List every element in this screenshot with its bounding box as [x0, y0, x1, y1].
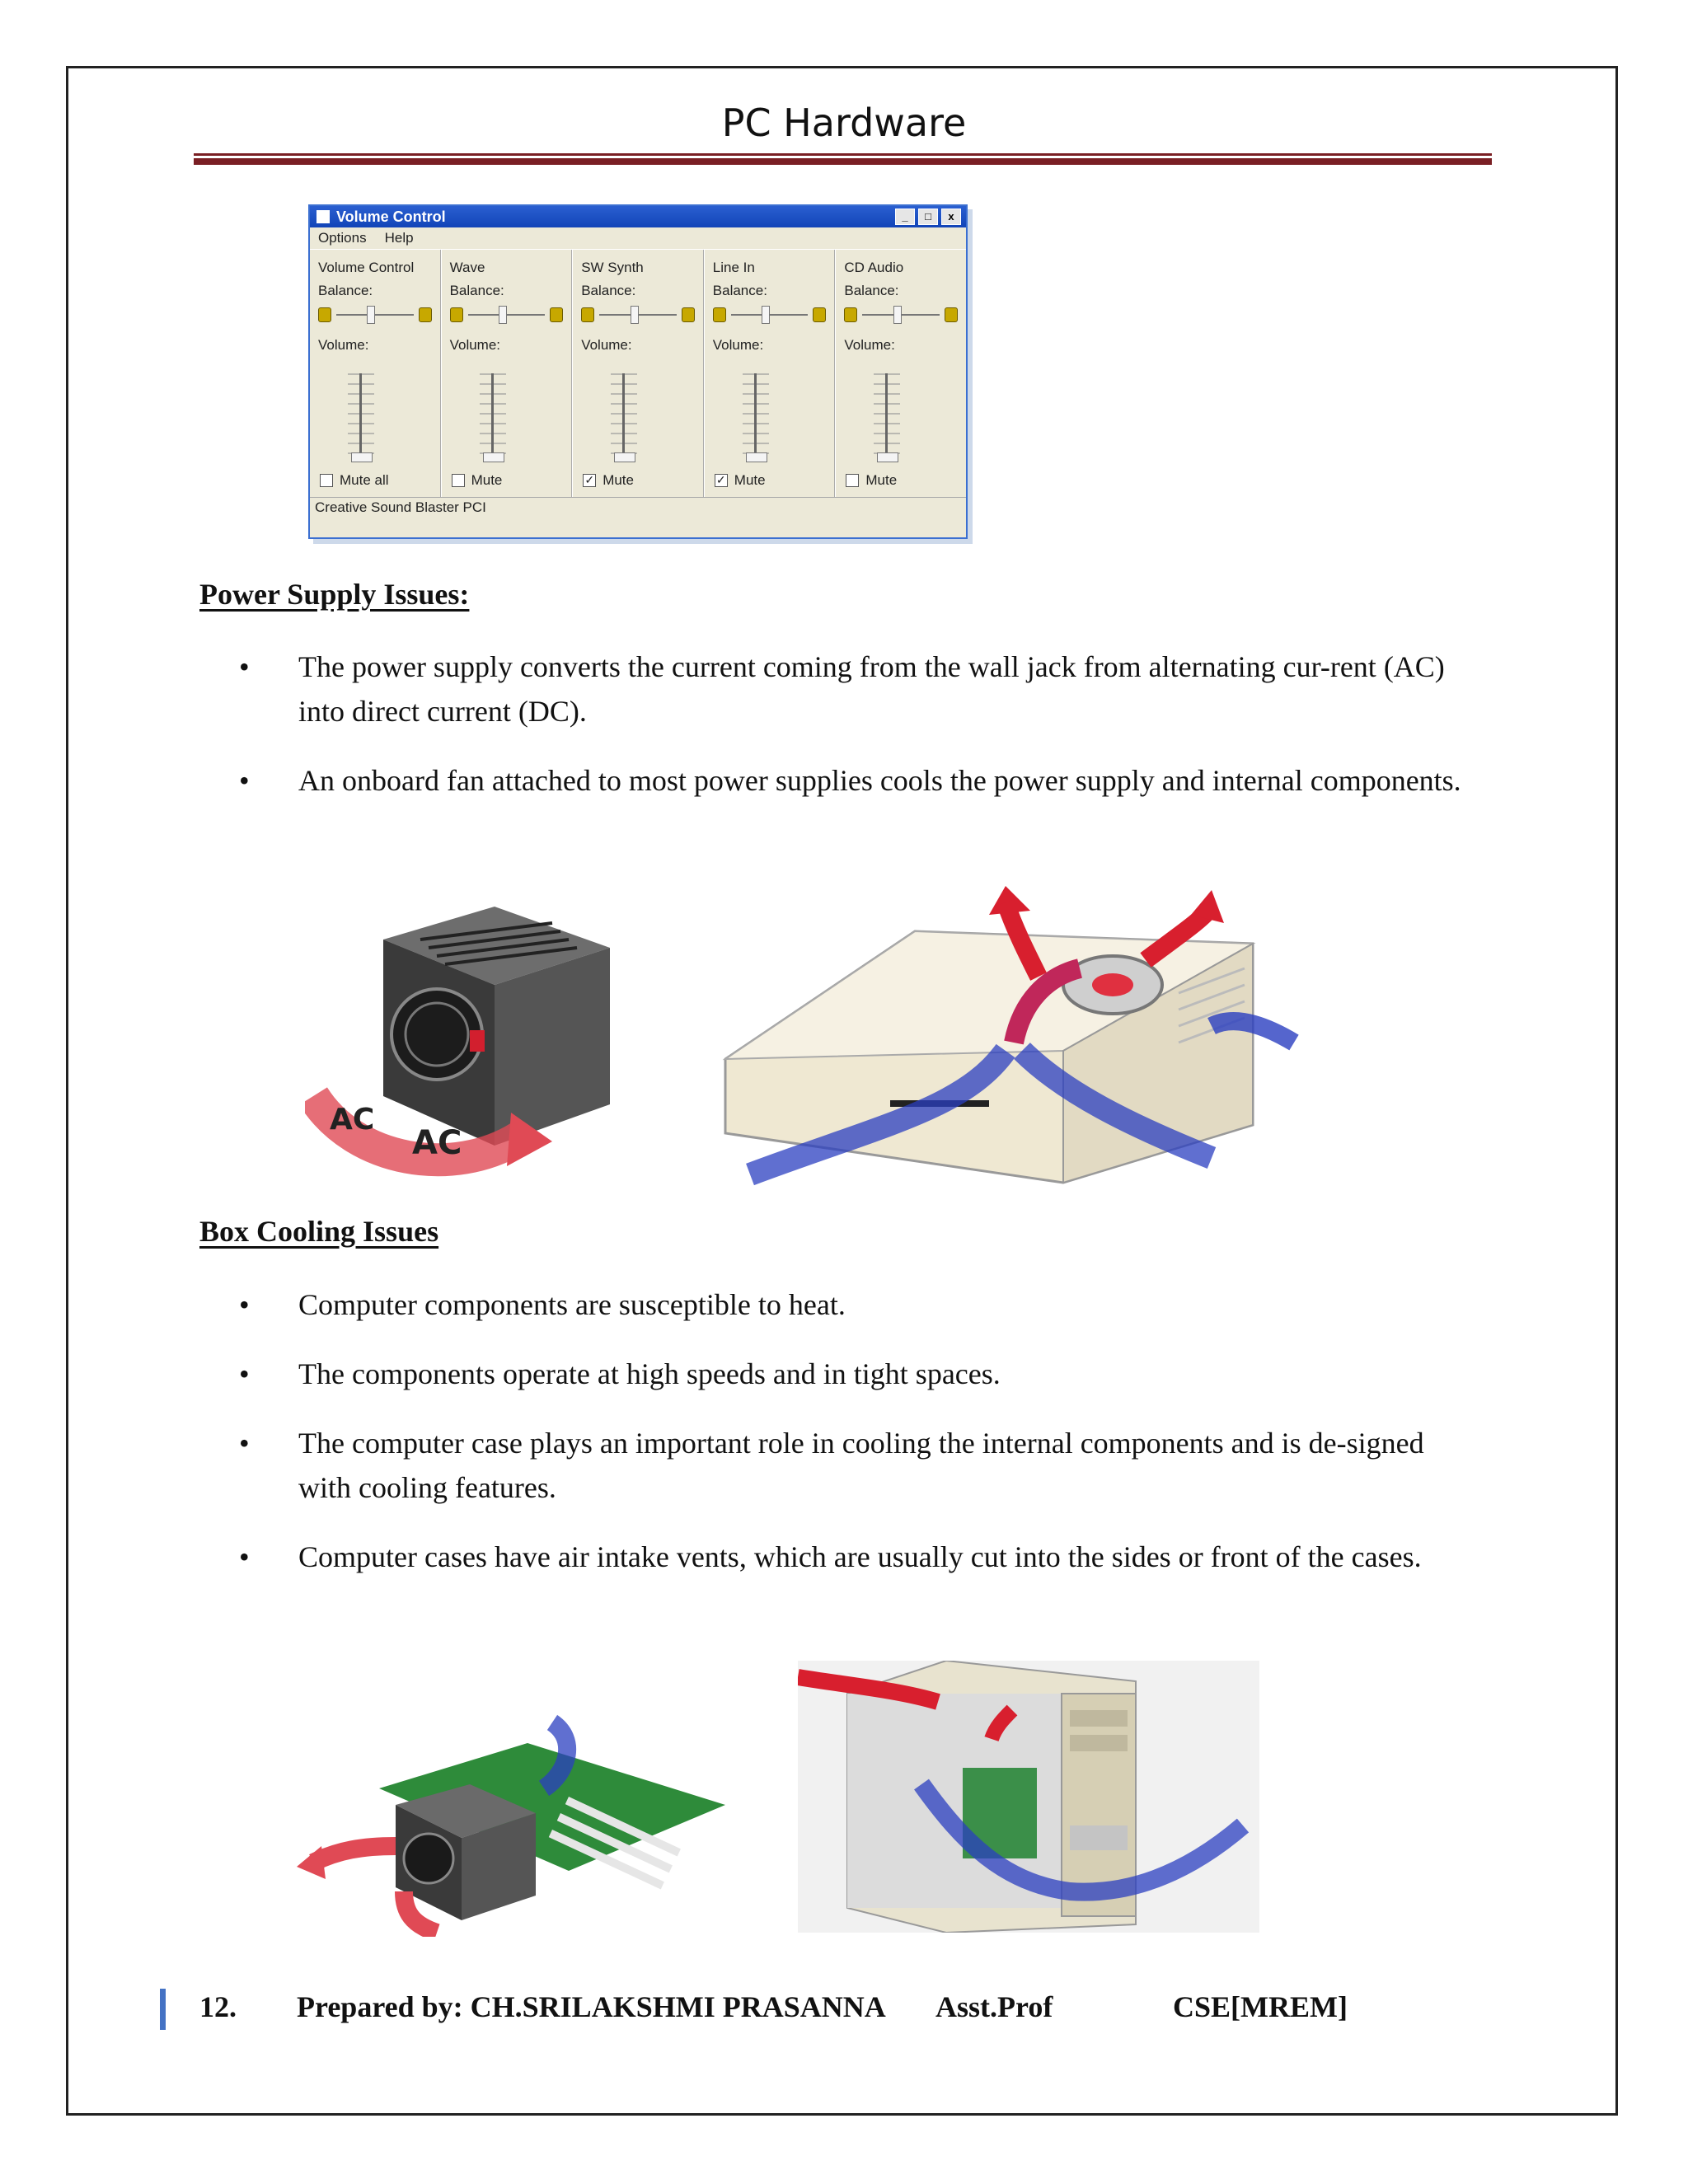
volume-label: Volume: — [712, 337, 764, 353]
channel-name: Volume Control — [318, 260, 415, 275]
balance-label: Balance: — [318, 283, 373, 298]
header-rule — [194, 153, 1492, 165]
speaker-icon — [450, 307, 463, 322]
list-item: • Computer components are susceptible to heat. — [239, 1288, 846, 1321]
mute-label: Mute — [734, 472, 766, 488]
mute-label: Mute — [865, 472, 898, 488]
balance-slider[interactable] — [336, 314, 414, 316]
mute-label: Mute — [471, 472, 503, 488]
motherboard-airflow-figure — [297, 1706, 734, 1937]
channel-name: Line In — [712, 260, 755, 275]
volume-control-window — [308, 204, 968, 539]
balance-slider[interactable] — [468, 314, 546, 316]
balance-slider[interactable] — [731, 314, 809, 316]
mute-checkbox[interactable]: ✓ — [715, 474, 728, 487]
channel-volume-control — [310, 250, 442, 497]
mute-checkbox[interactable] — [452, 474, 465, 487]
footer-department: CSE[MREM] — [1173, 1990, 1348, 2023]
volume-label: Volume: — [449, 337, 501, 353]
page-number: 12. — [199, 1990, 237, 2023]
balance-label: Balance: — [712, 283, 767, 298]
channel-line-in — [705, 250, 837, 497]
mute-checkbox[interactable]: ✓ — [583, 474, 596, 487]
mute-checkbox[interactable] — [846, 474, 859, 487]
menu-options[interactable]: Options — [318, 230, 367, 246]
footer-designation: Asst.Prof — [935, 1990, 1053, 2023]
power-supply-heading: Power Supply Issues: — [199, 578, 470, 611]
balance-slider[interactable] — [862, 314, 940, 316]
window-title: Volume Control — [336, 208, 446, 225]
power-supply-list — [239, 644, 1475, 827]
volume-slider[interactable] — [739, 373, 772, 464]
footer-accent-bar — [160, 1989, 166, 2030]
window-titlebar — [310, 206, 966, 227]
ac-label: AC — [330, 1103, 375, 1137]
speaker-icon — [419, 307, 432, 322]
menu-help[interactable]: Help — [384, 230, 414, 246]
list-item: • Computer cases have air intake vents, which are usually cut into the sides or front of the cases. — [239, 1540, 1422, 1573]
app-icon — [316, 210, 330, 223]
status-bar: Creative Sound Blaster PCI — [310, 497, 966, 518]
speaker-icon — [945, 307, 958, 322]
tower-airflow-figure — [798, 1661, 1259, 1933]
channel-sw-synth — [573, 250, 705, 497]
page-title: PC Hardware — [721, 101, 967, 145]
channel-name: SW Synth — [581, 260, 644, 275]
volume-slider[interactable] — [607, 373, 640, 464]
speaker-icon — [713, 307, 726, 322]
box-cooling-list — [239, 1282, 1475, 1604]
power-supply-figure — [305, 890, 618, 1179]
speaker-icon — [550, 307, 563, 322]
channel-wave — [442, 250, 574, 497]
channel-name: CD Audio — [844, 260, 904, 275]
speaker-icon — [318, 307, 331, 322]
channel-name: Wave — [449, 260, 485, 275]
volume-label: Volume: — [318, 337, 369, 353]
speaker-icon — [844, 307, 857, 322]
volume-slider[interactable] — [870, 373, 903, 464]
minimize-button[interactable]: _ — [895, 209, 915, 225]
menu-bar — [310, 227, 966, 249]
speaker-icon — [813, 307, 826, 322]
balance-label: Balance: — [581, 283, 636, 298]
list-item: • The power supply converts the current coming from the wall jack from alternating cur-rent (AC) into direct current (DC). — [239, 650, 1445, 728]
list-item: • An onboard fan attached to most power supplies cools the power supply and internal components. — [239, 764, 1461, 797]
speaker-icon — [682, 307, 695, 322]
volume-slider[interactable] — [345, 373, 377, 464]
volume-label: Volume: — [844, 337, 895, 353]
close-button[interactable]: x — [941, 209, 961, 225]
list-item: • The components operate at high speeds and in tight spaces. — [239, 1357, 1001, 1390]
ac-label: AC — [412, 1124, 462, 1162]
box-cooling-heading: Box Cooling Issues — [199, 1215, 439, 1248]
mute-label: Mute all — [340, 472, 389, 488]
maximize-button[interactable]: □ — [918, 209, 938, 225]
balance-label: Balance: — [844, 283, 899, 298]
footer-prepared-by: Prepared by: CH.SRILAKSHMI PRASANNA — [297, 1990, 886, 2023]
channel-strip — [310, 249, 966, 497]
mute-label: Mute — [603, 472, 634, 488]
balance-label: Balance: — [449, 283, 504, 298]
balance-slider[interactable] — [599, 314, 677, 316]
volume-slider[interactable] — [476, 373, 509, 464]
channel-cd-audio — [836, 250, 966, 497]
list-item: • The computer case plays an important role in cooling the internal components and is de-signed with cooling features. — [239, 1427, 1424, 1504]
mute-checkbox[interactable] — [320, 474, 333, 487]
case-airflow-figure — [717, 878, 1343, 1191]
volume-label: Volume: — [581, 337, 632, 353]
speaker-icon — [581, 307, 594, 322]
